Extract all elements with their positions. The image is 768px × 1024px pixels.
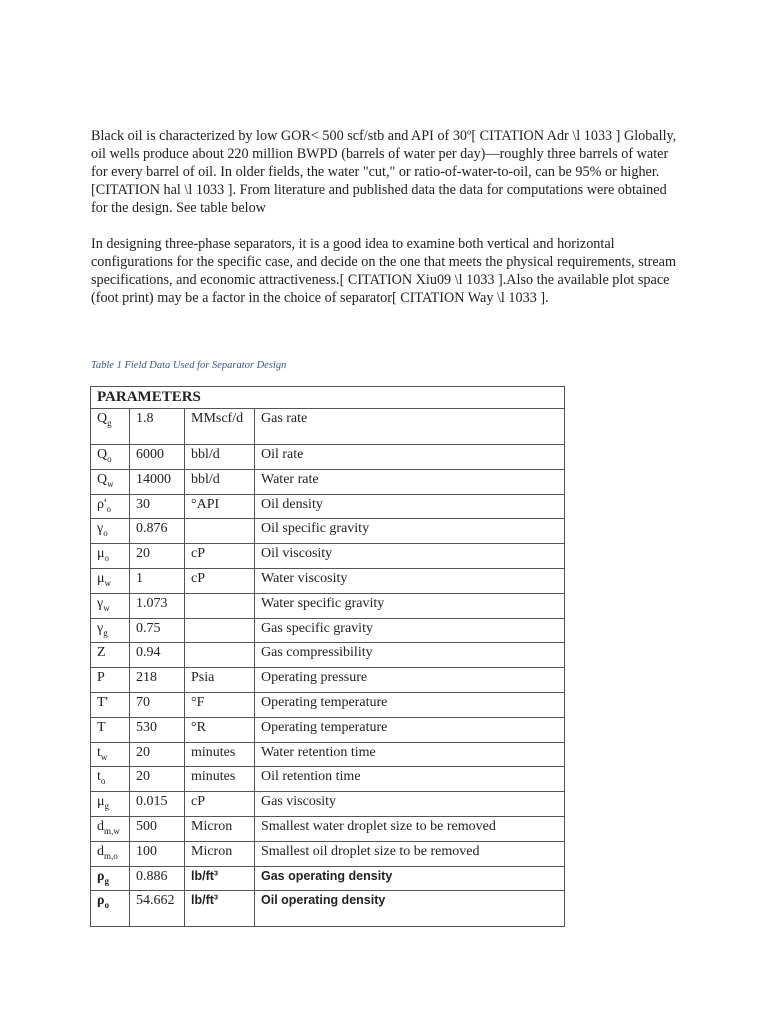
parameter-unit: cP [185,792,255,817]
parameter-symbol [91,692,130,717]
parameter-description: Gas operating density [255,866,565,891]
parameter-symbol [91,445,130,470]
parameter-description: Gas specific gravity [255,618,565,643]
symbol-subscript: o [103,528,108,539]
parameter-symbol [91,618,130,643]
table-row [91,717,565,742]
symbol-base: ρ' [97,496,107,512]
symbol-base: d [97,818,104,834]
parameter-symbol [91,593,130,618]
parameter-value: 500 [130,816,185,841]
symbol-base: T [97,719,106,735]
parameter-unit [185,618,255,643]
table-row [91,409,565,445]
symbol-base: ρ [97,893,105,909]
parameter-symbol [91,767,130,792]
parameter-value: 20 [130,767,185,792]
symbol-base: T' [97,694,109,710]
table-row [91,891,565,927]
parameter-value: 20 [130,742,185,767]
parameter-value: 6000 [130,445,185,470]
symbol-subscript: w [104,577,112,588]
parameter-value: 0.94 [130,643,185,668]
parameter-symbol [91,866,130,891]
table-row [91,816,565,841]
parameter-description: Oil operating density [255,891,565,927]
parameter-value: 100 [130,841,185,866]
parameter-value: 218 [130,668,185,693]
symbol-base: Q [97,411,108,426]
parameter-unit: MMscf/d [185,409,255,445]
parameter-unit: minutes [185,767,255,792]
parameter-description: Gas viscosity [255,792,565,817]
parameter-value: 530 [130,717,185,742]
table-row [91,866,565,891]
parameter-description: Oil retention time [255,767,565,792]
parameters-table [90,386,565,927]
table-row [91,692,565,717]
parameter-unit: Micron [185,816,255,841]
parameter-description: Water retention time [255,742,565,767]
parameter-symbol [91,568,130,593]
parameter-description: Gas compressibility [255,643,565,668]
table-caption: Table 1 Field Data Used for Separator Design [91,360,287,371]
parameter-description: Water rate [255,469,565,494]
parameter-unit: Micron [185,841,255,866]
parameter-value: 30 [130,494,185,519]
parameter-symbol [91,519,130,544]
parameter-unit: °API [185,494,255,519]
parameter-value: 1.073 [130,593,185,618]
symbol-base: ρ [97,868,105,884]
parameter-description: Operating temperature [255,717,565,742]
symbol-base: μ [97,794,105,810]
parameter-unit: Psia [185,668,255,693]
symbol-subscript: g [104,875,109,886]
parameter-value: 54.662 [130,891,185,927]
table-row [91,568,565,593]
parameter-unit: bbl/d [185,469,255,494]
parameter-unit: cP [185,544,255,569]
parameter-description: Oil viscosity [255,544,565,569]
parameter-description: Smallest oil droplet size to be removed [255,841,565,866]
parameter-unit: minutes [185,742,255,767]
table-row [91,841,565,866]
parameter-value: 0.015 [130,792,185,817]
symbol-subscript: g [103,627,108,638]
symbol-subscript: w [107,478,114,489]
parameter-description: Water specific gravity [255,593,565,618]
table-row [91,445,565,470]
symbol-base: Q [97,447,108,462]
parameter-symbol [91,409,130,445]
parameter-unit: bbl/d [185,445,255,470]
intro-paragraph: Black oil is characterized by low GOR< 500 scf/stb and API of 30º[ CITATION Adr \l 1033 ] Globally, oil wells produce about 220 million BWPD (barrels of water per day)—roughly three barrels of water for every barrel of oil. In older fields, the water "cut," or ratio-of-water-to-oil, can be 95% or higher.[CITATION hal \l 1033 ]. From literature and published data the data for computations were obtained for the design. See table below [91,128,677,216]
parameter-value: 20 [130,544,185,569]
parameter-description: Gas rate [255,409,565,445]
symbol-subscript: m,o [104,850,118,861]
symbol-base: Z [97,645,106,661]
symbol-base: γ [97,595,104,611]
parameter-symbol [91,717,130,742]
symbol-subscript: g [107,417,112,428]
parameter-value: 1 [130,568,185,593]
parameter-symbol [91,494,130,519]
table-body [91,409,565,927]
parameter-value: 0.876 [130,519,185,544]
table-header: PARAMETERS [91,387,565,409]
symbol-subscript: w [100,751,108,762]
parameter-symbol [91,841,130,866]
symbol-base: Q [97,471,108,487]
table-row [91,593,565,618]
symbol-base: μ [97,570,105,586]
table-row [91,618,565,643]
parameter-description: Operating temperature [255,692,565,717]
design-paragraph: In designing three-phase separators, it is a good idea to examine both vertical and horizontal configurations for the specific case, and decide on the one that meets the physical requirements, stream specifications, and economic attractiveness.[ CITATION Xiu09 \l 1033 ].Also the available plot space (foot print) may be a factor in the choice of separator[ CITATION Way \l 1033 ]. [91,236,677,306]
parameter-unit: cP [185,568,255,593]
symbol-subscript: o [106,503,112,514]
parameter-unit [185,519,255,544]
symbol-base: P [97,670,105,686]
symbol-subscript: o [100,776,106,787]
parameter-description: Oil rate [255,445,565,470]
symbol-base: t [97,744,101,760]
table-row [91,767,565,792]
parameter-value: 1.8 [130,409,185,445]
table-row [91,519,565,544]
symbol-subscript: g [104,800,110,811]
parameter-unit: °R [185,717,255,742]
symbol-base: d [97,843,104,859]
table-row [91,643,565,668]
parameter-description: Oil specific gravity [255,519,565,544]
parameter-value: 14000 [130,469,185,494]
parameter-symbol [91,668,130,693]
parameter-unit [185,643,255,668]
parameter-symbol [91,469,130,494]
table-row [91,469,565,494]
parameter-symbol [91,792,130,817]
parameter-symbol [91,544,130,569]
symbol-base: t [97,769,101,785]
symbol-subscript: o [104,900,109,911]
table-row [91,792,565,817]
parameter-symbol [91,816,130,841]
symbol-subscript: o [104,552,110,563]
table-row [91,544,565,569]
symbol-subscript: o [107,453,112,464]
table-row [91,742,565,767]
table-row [91,668,565,693]
parameter-symbol [91,742,130,767]
parameter-unit [185,593,255,618]
parameter-value: 0.75 [130,618,185,643]
parameter-unit: °F [185,692,255,717]
symbol-subscript: w [103,602,110,613]
parameter-description: Oil density [255,494,565,519]
parameter-description: Water viscosity [255,568,565,593]
parameter-symbol [91,643,130,668]
table-row [91,494,565,519]
parameter-value: 0.886 [130,866,185,891]
symbol-base: γ [97,620,104,636]
parameter-unit: lb/ft³ [185,891,255,927]
parameter-value: 70 [130,692,185,717]
parameter-description: Operating pressure [255,668,565,693]
parameter-unit: lb/ft³ [185,866,255,891]
parameter-symbol [91,891,130,927]
symbol-subscript: m,w [104,825,120,836]
symbol-base: μ [97,546,105,562]
symbol-base: γ [97,521,104,537]
parameter-description: Smallest water droplet size to be removed [255,816,565,841]
